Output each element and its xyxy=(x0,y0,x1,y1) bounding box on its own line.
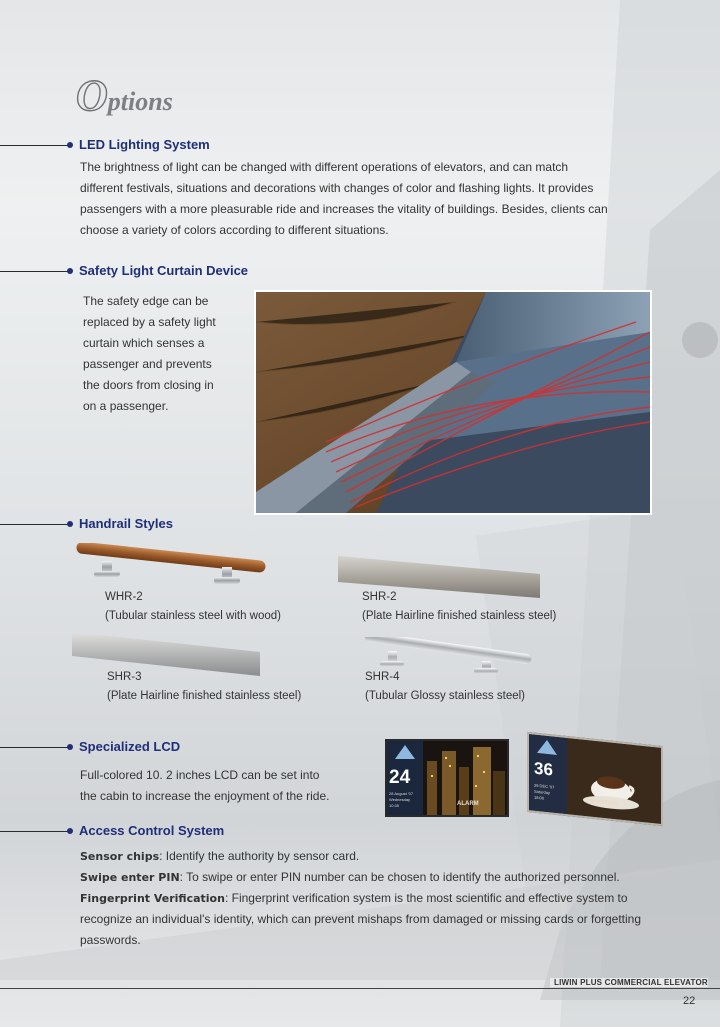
lcd-line: Full-colored 10. 2 inches LCD can be set into xyxy=(80,768,320,782)
access-line-3: passwords. xyxy=(80,933,141,947)
swipe-text: : To swipe or enter PIN number can be chosen to identify the authorized personnel. xyxy=(179,870,620,884)
page-number: 22 xyxy=(683,995,696,1007)
footer-rule xyxy=(0,988,720,989)
handrail-label-shr2 xyxy=(362,588,556,626)
led-heading: LED Lighting System xyxy=(79,137,210,152)
handrail-desc: (Tubular stainless steel with wood) xyxy=(105,610,281,622)
access-sensor-line xyxy=(80,846,692,867)
led-line: passengers with a more pleasurable ride and increases the vitality of buildings. Besides, clients can xyxy=(80,202,608,216)
lcd1-floor: 24 xyxy=(389,767,411,788)
handrail-code: SHR-2 xyxy=(362,591,397,603)
lcd1-time: 10:35 xyxy=(389,803,400,808)
finger-text: : Fingerprint verification system is the most scientific and effective system to xyxy=(224,891,628,905)
handrail-label-shr4 xyxy=(365,668,525,706)
safety-line: replaced by a safety light xyxy=(83,315,216,329)
safety-line: passenger and prevents xyxy=(83,357,212,371)
lcd1-date: 28 August '07 xyxy=(389,791,414,796)
handrail-code: SHR-4 xyxy=(365,671,400,683)
handrail-desc: (Plate Hairline finished stainless steel) xyxy=(107,690,302,702)
footer-brand: LIWIN PLUS COMMERCIAL ELEVATOR xyxy=(550,978,708,987)
section-rule-led xyxy=(0,145,68,146)
lcd-heading: Specialized LCD xyxy=(79,739,181,754)
sensor-text: : Identify the authority by sensor card. xyxy=(159,849,360,863)
access-swipe-line xyxy=(80,867,692,888)
swipe-label: Swipe enter PIN xyxy=(80,871,180,884)
section-rule-lcd xyxy=(0,747,68,748)
lcd2-time: 18:00 xyxy=(534,794,545,801)
led-line: choose a variety of colors according to different situations. xyxy=(80,223,389,237)
lcd-line: the cabin to increase the enjoyment of the ride. xyxy=(80,789,330,803)
lcd1-sign: ALARM xyxy=(457,801,479,807)
section-rule-access xyxy=(0,831,68,832)
bullet-icon xyxy=(67,828,73,834)
handrail-label-shr3 xyxy=(107,668,301,706)
page-title xyxy=(76,70,173,121)
handrail-whr2-image xyxy=(74,543,270,588)
bullet-icon xyxy=(67,142,73,148)
lcd2-floor: 36 xyxy=(534,758,553,780)
led-line: The brightness of light can be changed with different operations of elevators, and can match xyxy=(80,160,569,174)
handrail-desc: (Plate Hairline finished stainless steel) xyxy=(362,610,557,622)
lcd-screen-2 xyxy=(527,732,663,826)
lcd1-day: Wednesday xyxy=(389,797,411,802)
access-heading: Access Control System xyxy=(79,823,225,838)
lcd2-date: 29 DEC '07 xyxy=(534,782,555,790)
sensor-label: Sensor chips xyxy=(80,850,160,863)
handrail-desc: (Tubular Glossy stainless steel) xyxy=(365,690,525,702)
light-curtain-illustration xyxy=(256,292,650,513)
safety-paragraph xyxy=(83,291,243,417)
handrail-code: WHR-2 xyxy=(105,591,143,603)
safety-line: The safety edge can be xyxy=(83,294,209,308)
finger-label: Fingerprint Verification xyxy=(80,892,225,905)
bullet-icon xyxy=(67,521,73,527)
section-rule-handrail xyxy=(0,524,68,525)
lcd2-day: Saturday xyxy=(534,788,551,796)
led-line: different festivals, situations and decorations with changes of color and flashing lights. It provides xyxy=(80,181,594,195)
lcd2-sign: MAINTAIN xyxy=(589,798,618,808)
access-paragraph xyxy=(80,846,692,951)
section-rule-safety xyxy=(0,271,68,272)
handrail-label-whr2 xyxy=(105,588,281,626)
safety-line: on a passenger. xyxy=(83,399,169,413)
lcd-screen-1 xyxy=(385,739,509,817)
lcd-paragraph xyxy=(80,765,380,807)
access-line-2: recognize an individual's identity, which can prevent mishaps from damaged or missing cards or forgetting xyxy=(80,912,642,926)
handrail-heading: Handrail Styles xyxy=(79,516,173,531)
title-rest: ptions xyxy=(107,87,173,116)
led-paragraph xyxy=(80,157,680,241)
bullet-icon xyxy=(67,268,73,274)
bullet-icon xyxy=(67,744,73,750)
safety-line: curtain which senses a xyxy=(83,336,205,350)
handrail-code: SHR-3 xyxy=(107,671,142,683)
access-finger-line xyxy=(80,888,692,909)
safety-line: the doors from closing in xyxy=(83,378,214,392)
light-curtain-photo xyxy=(254,290,652,515)
safety-heading: Safety Light Curtain Device xyxy=(79,263,249,278)
title-initial: O xyxy=(76,71,108,120)
